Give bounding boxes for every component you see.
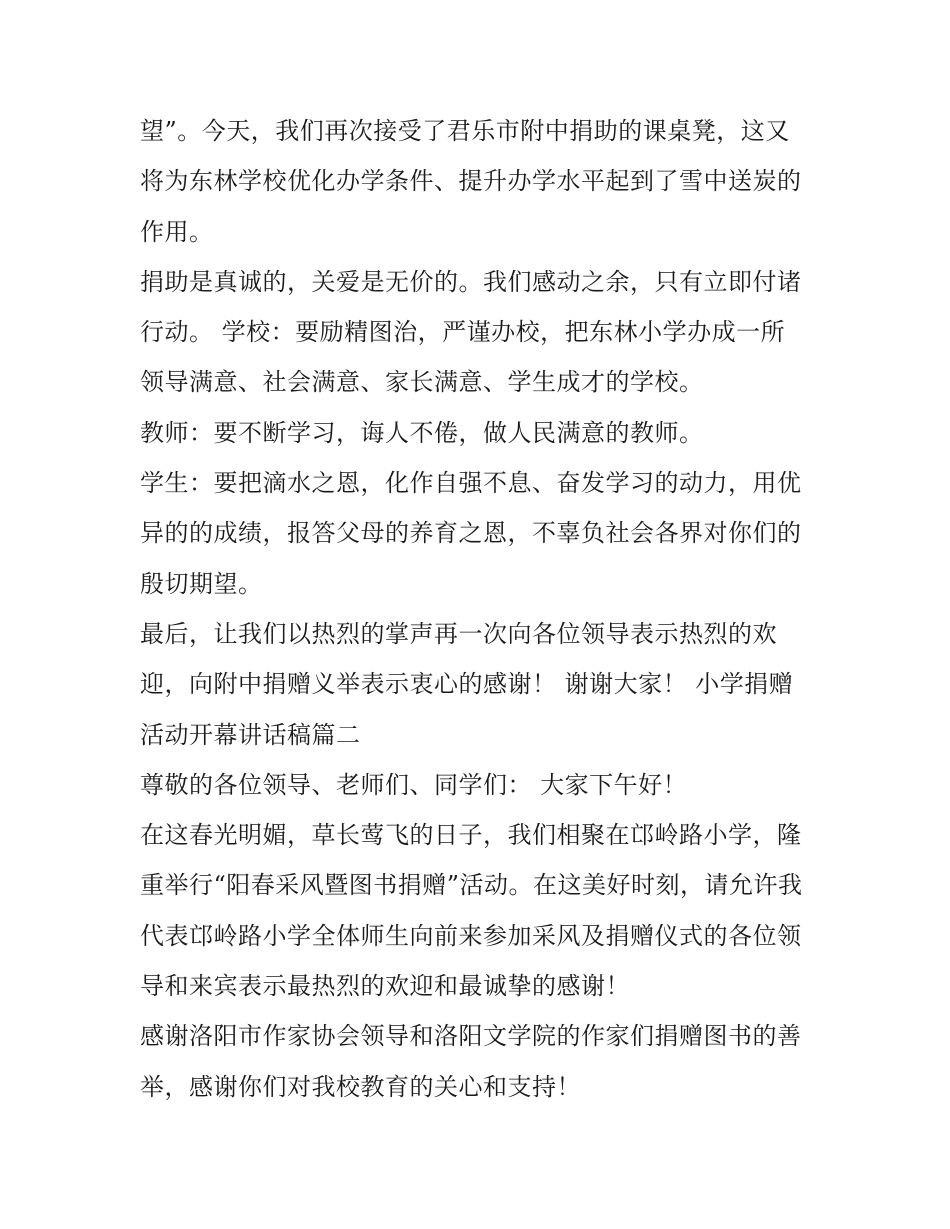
text-line: 作用。 xyxy=(140,217,214,246)
text-line: 代表邙岭路小学全体师生向前来参加采风及捐赠仪式的各位领 xyxy=(140,921,802,950)
text-line: 殷切期望。 xyxy=(140,569,263,598)
text-line: 举，感谢你们对我校教育的关心和支持！ xyxy=(140,1072,581,1101)
text-line: 导和来宾表示最热烈的欢迎和最诚挚的感谢！ xyxy=(140,972,630,1001)
text-line: 最后，让我们以热烈的掌声再一次向各位领导表示热烈的欢 xyxy=(140,619,777,648)
text-line: 尊敬的各位领导、老师们、同学们： 大家下午好！ xyxy=(140,770,688,799)
text-line: 学生：要把滴水之恩，化作自强不息、奋发学习的动力，用优 xyxy=(140,469,802,498)
text-line: 望”。今天，我们再次接受了君乐市附中捐助的课桌凳，这又 xyxy=(140,117,790,145)
text-line: 感谢洛阳市作家协会领导和洛阳文学院的作家们捐赠图书的善 xyxy=(140,1022,802,1051)
text-line: 异的的成绩，报答父母的养育之恩，不辜负社会各界对你们的 xyxy=(140,519,802,548)
text-line: 领导满意、社会满意、家长满意、学生成才的学校。 xyxy=(140,368,704,397)
document-body xyxy=(140,106,820,1112)
text-line: 在这春光明媚，草长莺飞的日子，我们相聚在邙岭路小学，隆 xyxy=(140,821,802,850)
text-line: 捐助是真诚的，关爱是无价的。我们感动之余，只有立即付诸 xyxy=(140,267,802,296)
text-line: 将为东林学校优化办学条件、提升办学水平起到了雪中送炭的 xyxy=(140,167,802,196)
text-line: 行动。 学校：要励精图治，严谨办校，把东林小学办成一所 xyxy=(140,318,786,347)
text-line: 迎，向附中捐赠义举表示衷心的感谢！ 谢谢大家！ 小学捐赠 xyxy=(140,670,794,699)
text-line: 重举行“阳春采风暨图书捐赠”活动。在这美好时刻，请允许我 xyxy=(140,871,803,900)
text-line: 活动开幕讲话稿篇二 xyxy=(140,720,361,749)
text-line: 教师：要不断学习，诲人不倦，做人民满意的教师。 xyxy=(140,418,704,447)
